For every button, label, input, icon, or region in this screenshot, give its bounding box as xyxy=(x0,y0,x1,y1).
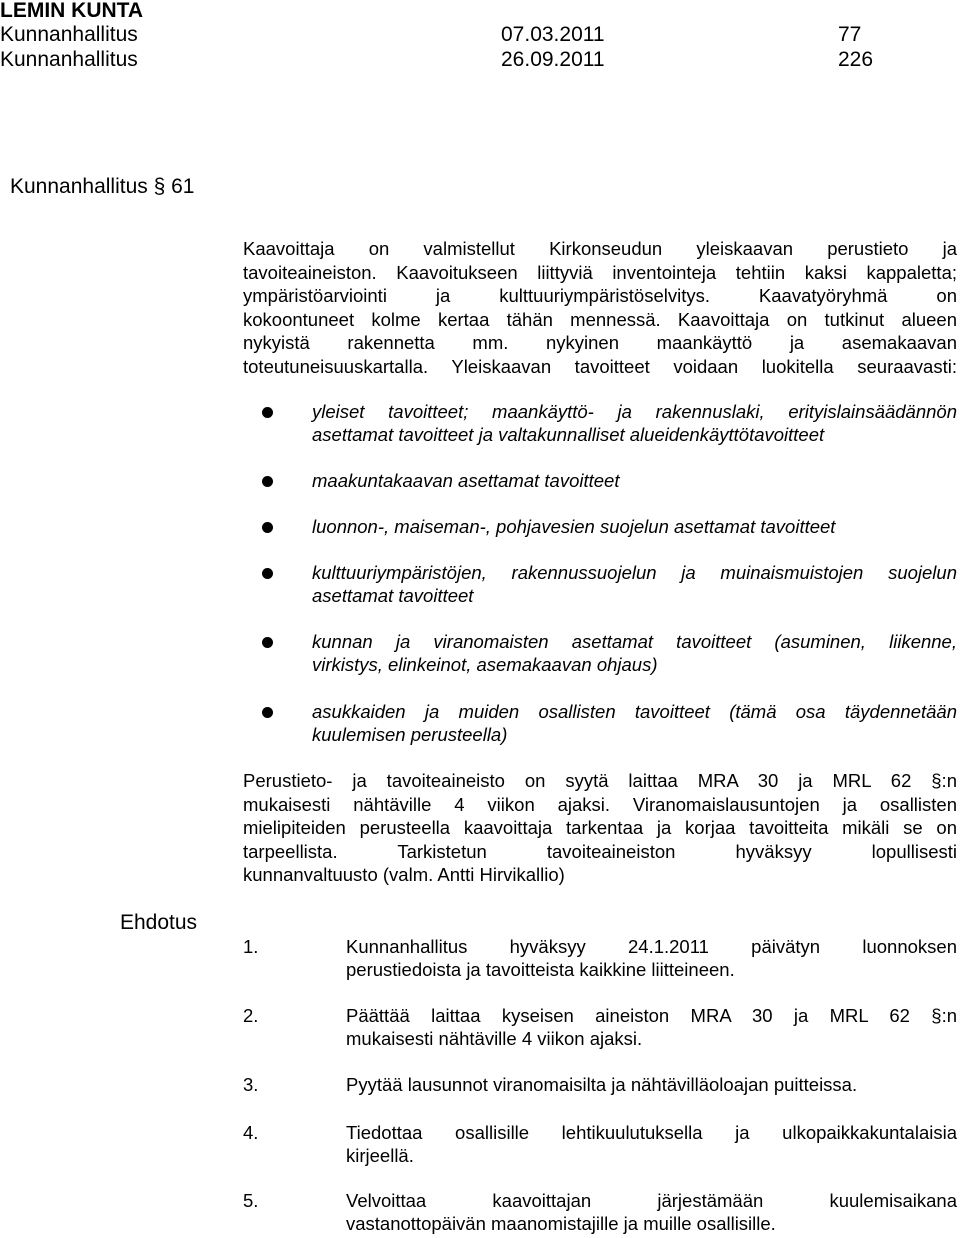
proposal-item-number: 2. xyxy=(243,1005,259,1026)
proposal-item-number: 5. xyxy=(243,1190,259,1211)
proposal-item-text xyxy=(346,935,957,982)
intro-line: Kaavoittaja on valmistellut Kirkonseudun yleiskaavan perustieto ja xyxy=(243,238,957,259)
proposal-item-line: perustiedoista ja tavoitteista kaikkine liitteineen. xyxy=(346,959,735,981)
proposal-item-line: vastanottopäivän maanomistajille ja muille osallisille. xyxy=(346,1213,776,1235)
list-item-text xyxy=(312,700,957,747)
organization-name: LEMIN KUNTA xyxy=(0,0,144,22)
list-item-text xyxy=(312,469,957,492)
intro-line: nykyistä rakennetta mm. nykyinen maankäyttö ja asemakaavan xyxy=(243,332,957,354)
intro-paragraph xyxy=(243,237,957,379)
list-item-line: kunnan ja viranomaisten asettamat tavoitteet (asuminen, liikenne, xyxy=(312,631,957,652)
proposal-item-text xyxy=(346,1004,957,1051)
list-item-text xyxy=(312,400,957,447)
list-item-line: asukkaiden ja muiden osallisten tavoitteet (tämä osa täydennetään xyxy=(312,701,957,722)
bullet-icon xyxy=(262,568,273,579)
list-item-line: luonnon-, maiseman-, pohjavesien suojelun asettamat tavoitteet xyxy=(312,516,836,537)
list-item-text xyxy=(312,630,957,677)
intro-line: tavoiteaineiston. Kaavoitukseen liittyviä inventointeja tehtiin kaksi kappaletta; xyxy=(243,261,957,283)
proposal-item-number: 1. xyxy=(243,936,259,957)
bullet-icon xyxy=(262,407,273,418)
intro-line: kokoontuneet kolme kertaa tähän mennessä. Kaavoittaja on tutkinut alueen xyxy=(243,308,957,330)
bullet-icon xyxy=(262,522,273,533)
proposal-label: Ehdotus xyxy=(120,911,198,934)
bullet-icon xyxy=(262,707,273,718)
proposal-item-line: Pyytää lausunnot viranomaisilta ja nähtävilläoloajan puitteissa. xyxy=(346,1074,858,1095)
header-page-number: 77 xyxy=(838,23,862,46)
closing-paragraph xyxy=(243,769,957,887)
proposal-item-text xyxy=(346,1189,957,1236)
list-item-text xyxy=(312,561,957,608)
closing-line: mielipiteiden perusteella kaavoittaja tarkentaa ja korjaa tavoitteita mikäli se on xyxy=(243,817,957,839)
list-item-line: virkistys, elinkeinot, asemakaavan ohjaus) xyxy=(312,654,658,676)
list-item-line: kulttuuriympäristöjen, rakennussuojelun ja muinaismuistojen suojelun xyxy=(312,562,957,583)
list-item-text xyxy=(312,515,957,538)
bullet-icon xyxy=(262,637,273,648)
closing-line: mukaisesti nähtäville 4 viikon ajaksi. Viranomaislausuntojen ja osallisten xyxy=(243,793,957,815)
proposal-item-line: Tiedottaa osallisille lehtikuulutuksella ja ulkopaikkakuntalaisia xyxy=(346,1122,957,1143)
list-item-line: yleiset tavoitteet; maankäyttö- ja rakennuslaki, erityislainsäädännön xyxy=(312,401,957,422)
bullet-icon xyxy=(262,476,273,487)
header-meeting-date: 07.03.2011 xyxy=(501,23,605,46)
proposal-item-text xyxy=(346,1121,957,1168)
closing-line: kunnanvaltuusto (valm. Antti Hirvikallio) xyxy=(243,864,565,886)
proposal-item-line: mukaisesti nähtäville 4 viikon ajaksi. xyxy=(346,1028,643,1050)
list-item-line: kuulemisen perusteella) xyxy=(312,724,508,746)
list-item-line: asettamat tavoitteet ja valtakunnalliset alueidenkäyttötavoitteet xyxy=(312,424,825,446)
section-title: Kunnanhallitus § 61 xyxy=(10,175,195,198)
header-committee-name: Kunnanhallitus xyxy=(0,23,138,46)
proposal-item-text xyxy=(346,1073,957,1096)
intro-line: ympäristöarviointi ja kulttuuriympäristöselvitys. Kaavatyöryhmä on xyxy=(243,285,957,307)
proposal-item-number: 4. xyxy=(243,1122,259,1143)
header-meeting-date: 26.09.2011 xyxy=(501,48,605,71)
list-item-line: maakuntakaavan asettamat tavoitteet xyxy=(312,470,620,491)
closing-line: Perustieto- ja tavoiteaineisto on syytä laittaa MRA 30 ja MRL 62 §:n xyxy=(243,770,957,791)
intro-line: toteutuneisuuskartalla. Yleiskaavan tavoitteet voidaan luokitella seuraavasti: xyxy=(243,355,957,377)
header-committee-name: Kunnanhallitus xyxy=(0,48,138,71)
proposal-item-line: Velvoittaa kaavoittajan järjestämään kuulemisaikana xyxy=(346,1190,957,1211)
closing-line: tarpeellista. Tarkistetun tavoiteaineiston hyväksyy lopullisesti xyxy=(243,840,957,862)
proposal-item-number: 3. xyxy=(243,1074,259,1095)
proposal-item-line: kirjeellä. xyxy=(346,1145,414,1167)
proposal-item-line: Kunnanhallitus hyväksyy 24.1.2011 päivätyn luonnoksen xyxy=(346,936,957,957)
header-page-number: 226 xyxy=(838,48,874,71)
list-item-line: asettamat tavoitteet xyxy=(312,585,474,607)
proposal-item-line: Päättää laittaa kyseisen aineiston MRA 30 ja MRL 62 §:n xyxy=(346,1005,957,1026)
